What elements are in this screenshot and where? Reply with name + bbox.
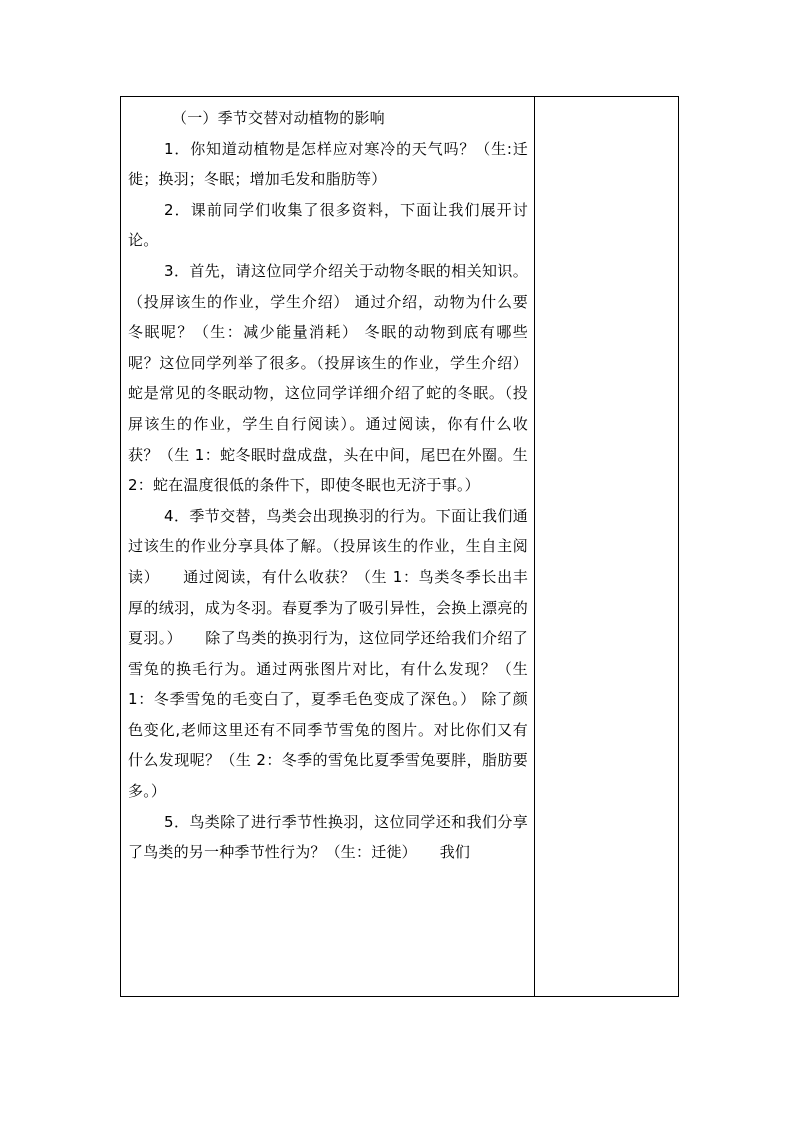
paragraph-2: 2．课前同学们收集了很多资料，下面让我们展开讨论。 (128, 200, 528, 250)
paragraph-1: 1．你知道动植物是怎样应对寒冷的天气吗？（生:迁徙；换羽；冬眠；增加毛发和脂肪等） (128, 139, 528, 189)
notes-cell (535, 97, 678, 996)
lesson-content-cell (128, 103, 528, 868)
paragraph-5: 5．鸟类除了进行季节性换羽，这位同学还和我们分享了鸟类的另一种季节性行为？（生：迁徙） 我们 (128, 812, 528, 862)
section-heading: （一）季节交替对动植物的影响 (172, 109, 385, 127)
lesson-table (120, 96, 679, 997)
paragraph-4: 4．季节交替，鸟类会出现换羽的行为。下面让我们通过该生的作业分享具体了解。（投屏该生的作业，生自主阅读） 通过阅读，有什么收获？（生 1：鸟类冬季长出丰厚的绒羽，成为冬羽。春夏季为了吸引异性，会换上漂亮的夏羽。） 除了鸟类的换羽行为，这位同学还给我们介绍了雪兔的换毛行为。通过两张图片对比，有什么发现？（生 1：冬季雪兔的毛变白了，夏季毛色变成了深色。） 除了颜色变化,老师这里还有不同季节雪兔的图片。对比你们又有什么发现呢？（生 2：冬季的雪兔比夏季雪兔要胖，脂肪要多。） (128, 506, 528, 801)
paragraph-3: 3．首先，请这位同学介绍关于动物冬眠的相关知识。（投屏该生的作业，学生介绍） 通过介绍，动物为什么要冬眠呢？（生：减少能量消耗） 冬眠的动物到底有哪些呢？这位同学列举了很多。（投屏该生的作业，学生介绍）蛇是常见的冬眠动物，这位同学详细介绍了蛇的冬眠。（投屏该生的作业，学生自行阅读）。通过阅读，你有什么收获？（生 1：蛇冬眠时盘成盘，头在中间，尾巴在外圈。生 2：蛇在温度很低的条件下，即使冬眠也无济于事。） (128, 261, 528, 495)
